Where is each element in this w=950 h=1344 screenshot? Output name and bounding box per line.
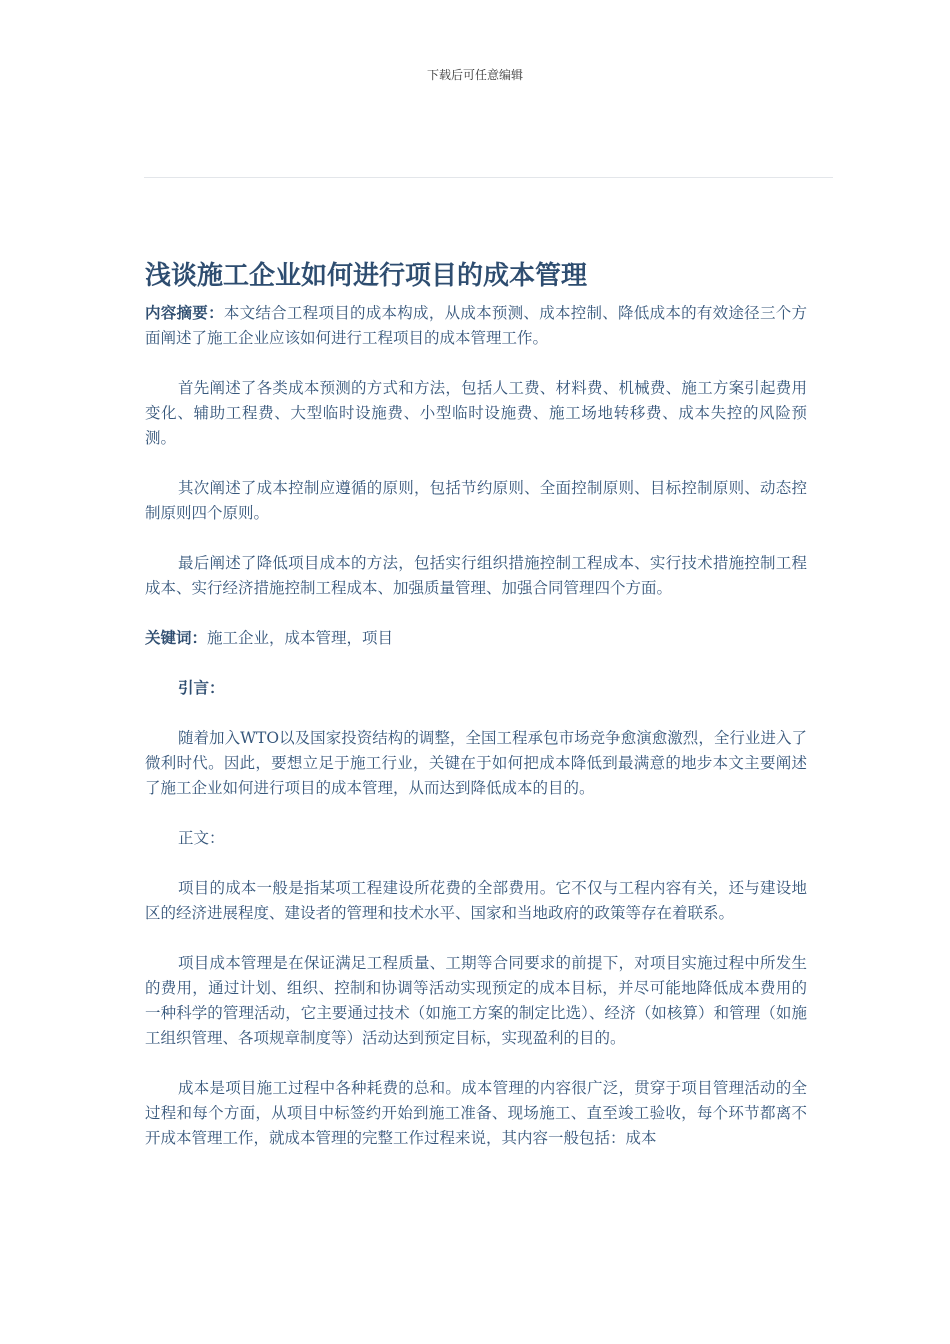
summary-paragraph-reduction: 最后阐述了降低项目成本的方法，包括实行组织措施控制工程成本、实行技术措施控制工程成本、实行经济措施控制工程成本、加强质量管理、加强合同管理四个方面。 bbox=[145, 554, 807, 597]
abstract-text: 本文结合工程项目的成本构成，从成本预测、成本控制、降低成本的有效途径三个方面阐述了施工企业应该如何进行工程项目的成本管理工作。 bbox=[145, 304, 807, 347]
intro-paragraph: 随着加入WTO以及国家投资结构的调整，全国工程承包市场竞争愈演愈激烈，全行业进入了微利时代。因此，要想立足于施工行业，关键在于如何把成本降低到最满意的地步本文主要阐述了施工企业如何进行项目的成本管理，从而达到降低成本的目的。 bbox=[145, 729, 807, 797]
intro-heading: 引言： bbox=[178, 679, 225, 697]
body-heading: 正文： bbox=[178, 829, 225, 847]
article-title: 浅谈施工企业如何进行项目的成本管理 bbox=[145, 261, 588, 291]
body-paragraph-definition: 项目的成本一般是指某项工程建设所花费的全部费用。它不仅与工程内容有关，还与建设地区的经济进展程度、建设者的管理和技术水平、国家和当地政府的政策等存在着联系。 bbox=[145, 879, 807, 922]
body-paragraph-scope: 成本是项目施工过程中各种耗费的总和。成本管理的内容很广泛，贯穿于项目管理活动的全过程和每个方面，从项目中标签约开始到施工准备、现场施工、直至竣工验收，每个环节都离不开成本管理工作，就成本管理的完整工作过程来说，其内容一般包括：成本 bbox=[145, 1079, 807, 1147]
keywords-label: 关键词： bbox=[145, 629, 208, 647]
keywords-text: 施工企业，成本管理，项目 bbox=[207, 629, 394, 647]
summary-paragraph-forecast: 首先阐述了各类成本预测的方式和方法，包括人工费、材料费、机械费、施工方案引起费用变化、辅助工程费、大型临时设施费、小型临时设施费、施工场地转移费、成本失控的风险预测。 bbox=[145, 379, 807, 447]
keywords-paragraph bbox=[145, 626, 807, 651]
summary-paragraph-control: 其次阐述了成本控制应遵循的原则，包括节约原则、全面控制原则、目标控制原则、动态控制原则四个原则。 bbox=[145, 479, 807, 522]
article bbox=[145, 256, 807, 1176]
header-note: 下载后可任意编辑 bbox=[426, 68, 523, 82]
abstract-label: 内容摘要： bbox=[145, 304, 224, 322]
header-divider bbox=[144, 177, 833, 178]
abstract-paragraph bbox=[145, 301, 807, 351]
body-paragraph-management: 项目成本管理是在保证满足工程质量、工期等合同要求的前提下，对项目实施过程中所发生的费用，通过计划、组织、控制和协调等活动实现预定的成本目标，并尽可能地降低成本费用的一种科学的管理活动，它主要通过技术（如施工方案的制定比选）、经济（如核算）和管理（如施工组织管理、各项规章制度等）活动达到预定目标，实现盈利的目的。 bbox=[145, 954, 807, 1047]
